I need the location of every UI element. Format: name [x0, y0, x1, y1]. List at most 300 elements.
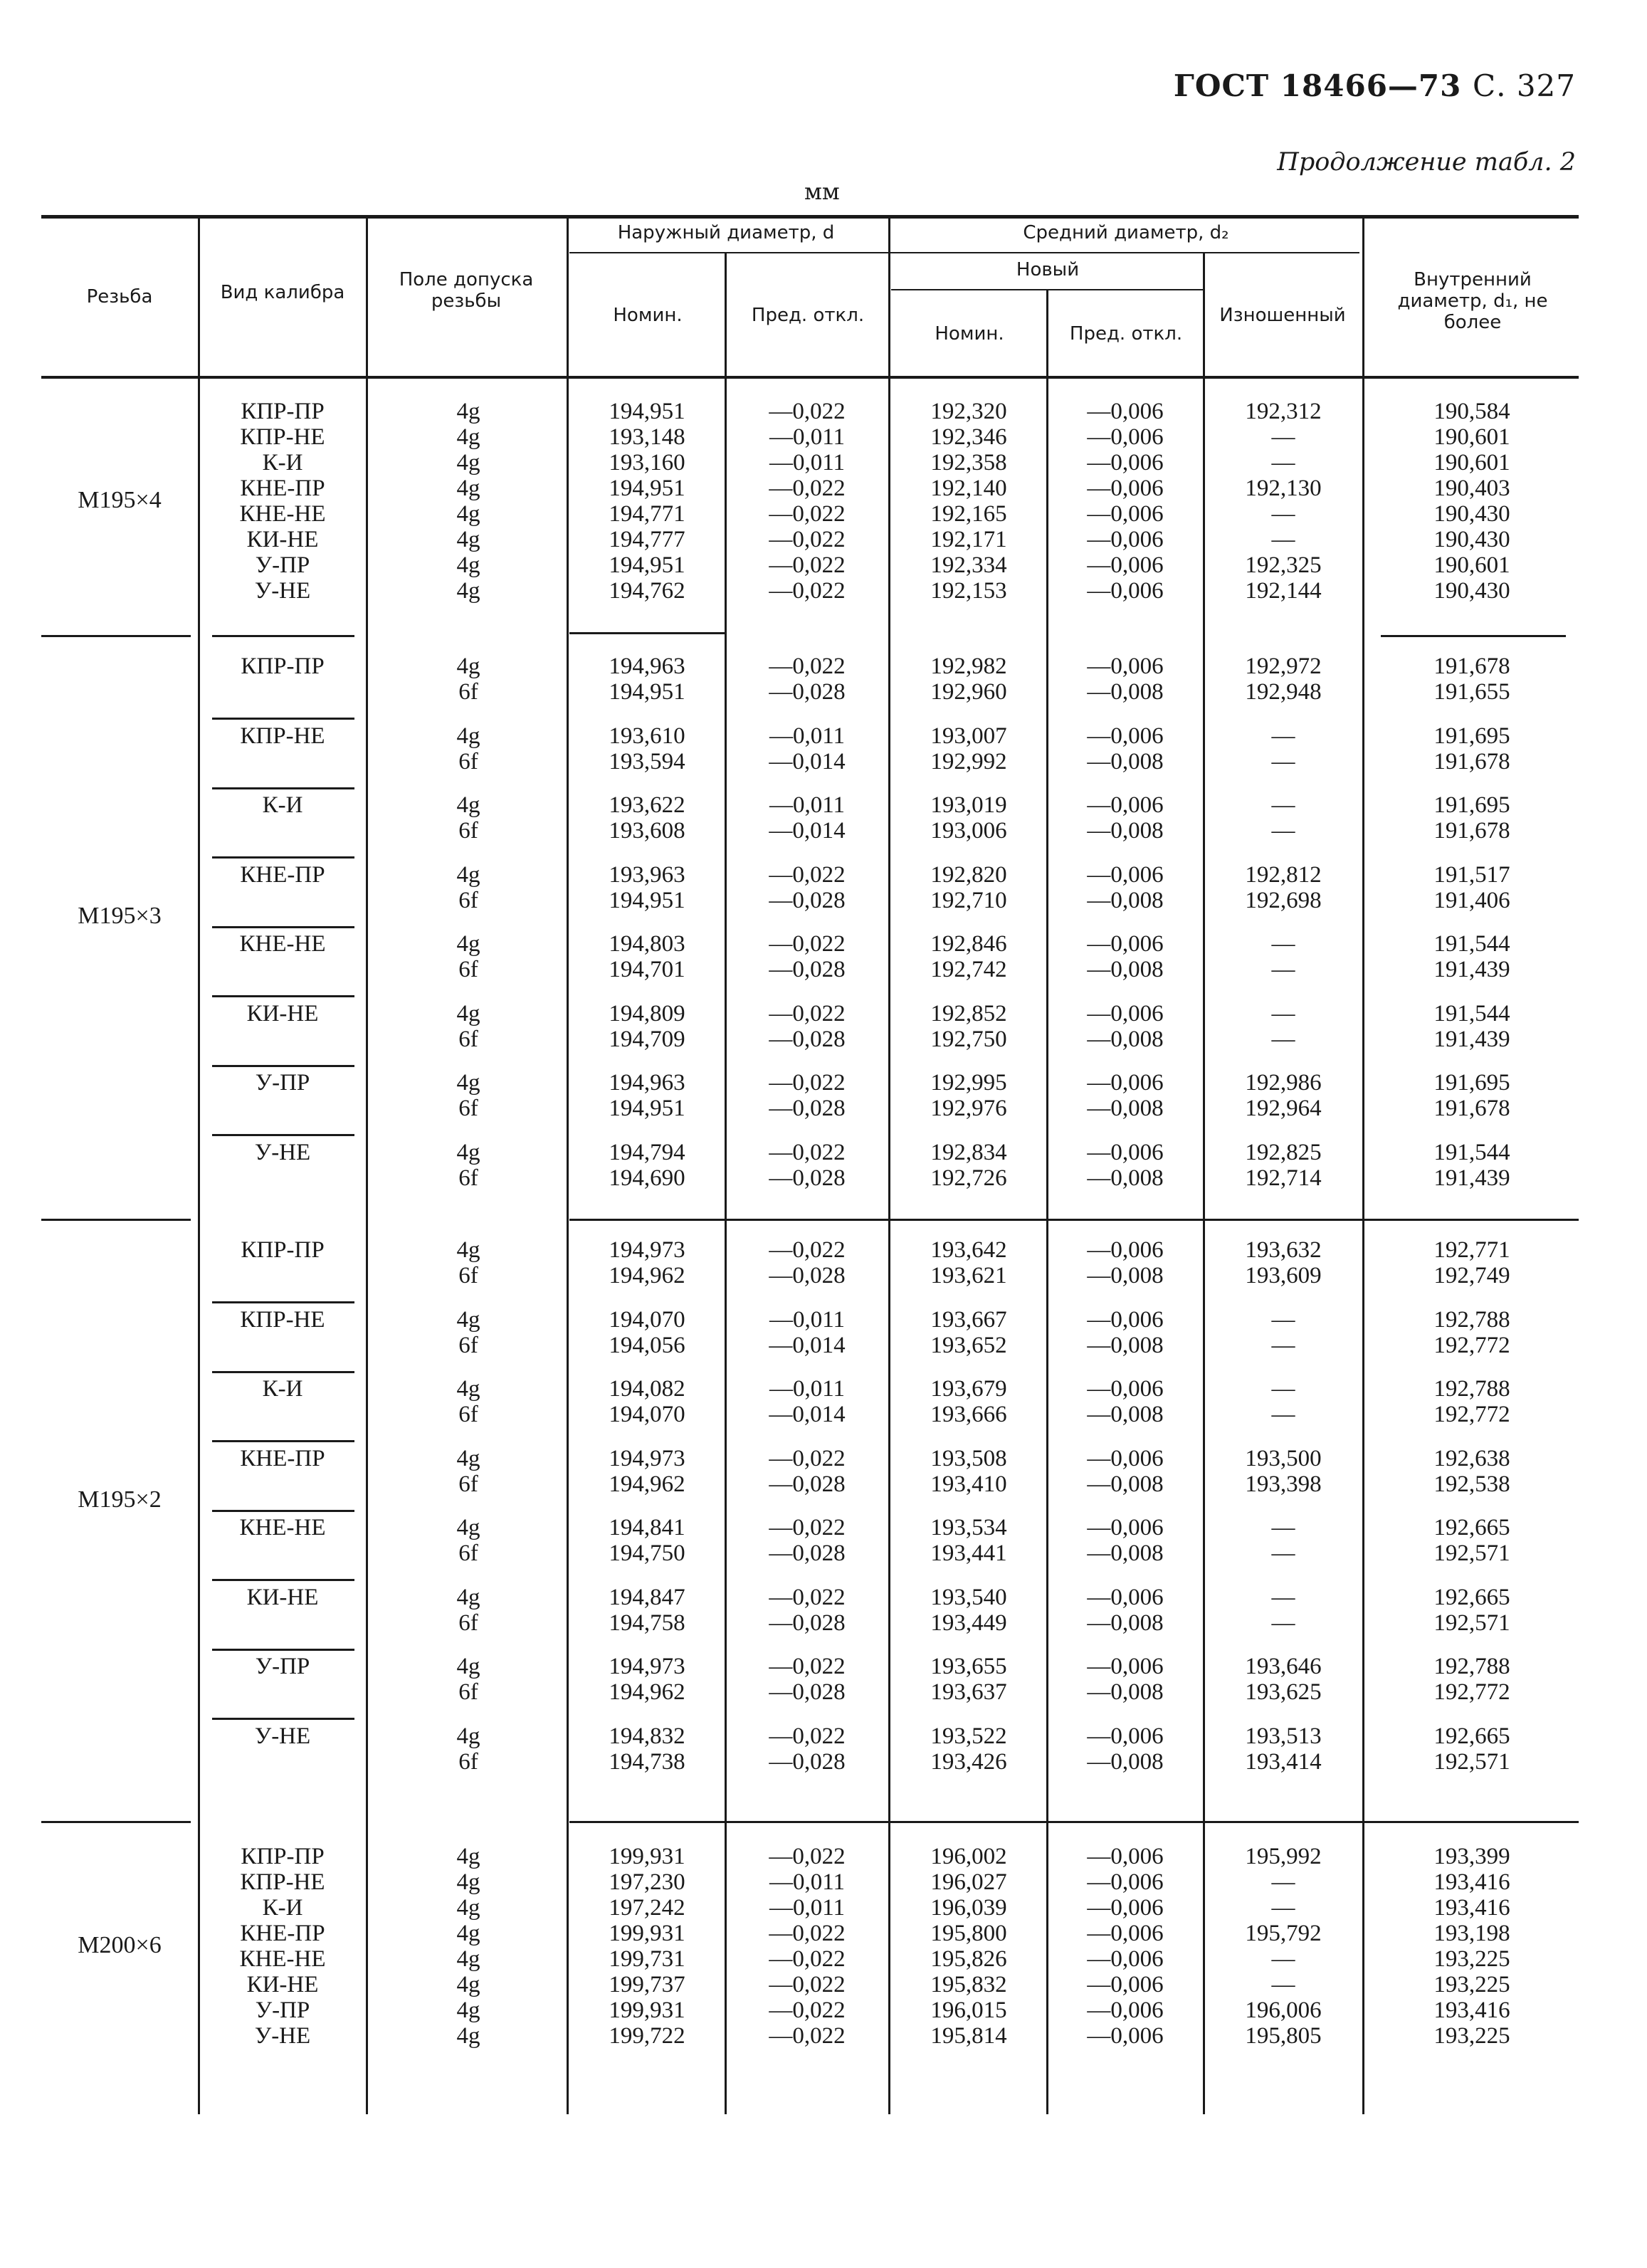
- table-cell: 192,742: [930, 957, 1007, 982]
- table-cell: 193,625: [1245, 1679, 1322, 1705]
- table-cell: 191,695: [1433, 723, 1510, 749]
- table-cell: 192,571: [1433, 1748, 1510, 1775]
- table-cell: —: [1271, 792, 1295, 818]
- gauge-separator: [212, 1649, 354, 1651]
- table-cell: 4g: [456, 1844, 480, 1869]
- table-cell: 192,972: [1245, 653, 1322, 679]
- table-cell: 193,006: [930, 818, 1007, 844]
- table-cell: 4g: [456, 1972, 480, 1997]
- table-cell: 195,814: [930, 2023, 1007, 2049]
- table-cell: —0,006: [1087, 723, 1164, 749]
- gauge-type: КПР-НЕ: [240, 424, 325, 450]
- table-cell: —0,022: [769, 1844, 846, 1869]
- gauge-type: К-И: [262, 792, 303, 818]
- table-cell: 194,794: [609, 1139, 685, 1165]
- table-cell: 193,632: [1245, 1237, 1322, 1263]
- thread-designation: М200×6: [78, 1932, 162, 1958]
- table-cell: —0,006: [1087, 1844, 1164, 1869]
- table-cell: 196,006: [1245, 1997, 1322, 2023]
- table-cell: —: [1271, 1332, 1295, 1358]
- table-cell: 195,826: [930, 1946, 1007, 1972]
- table-cell: 4g: [456, 476, 480, 501]
- table-cell: 193,399: [1433, 1844, 1510, 1869]
- table-cell: —0,022: [769, 1723, 846, 1749]
- gauge-separator: [212, 787, 354, 789]
- table-cell: 192,960: [930, 679, 1007, 705]
- table-cell: 193,667: [930, 1306, 1007, 1333]
- table-cell: —0,008: [1087, 1748, 1164, 1775]
- table-cell: 199,731: [609, 1946, 685, 1972]
- table-cell: —: [1271, 1026, 1295, 1052]
- gauge-type: У-ПР: [255, 552, 310, 578]
- continuation-label: Продолжение табл. 2: [1277, 148, 1576, 177]
- table-cell: 193,426: [930, 1748, 1007, 1775]
- table-cell: 193,416: [1433, 1869, 1510, 1895]
- table-cell: 191,655: [1433, 679, 1510, 705]
- table-cell: —0,028: [769, 1540, 846, 1566]
- table-cell: 194,070: [609, 1402, 685, 1427]
- table-cell: 196,039: [930, 1895, 1007, 1921]
- table-cell: 6f: [458, 1402, 478, 1427]
- table-cell: 194,762: [609, 578, 685, 604]
- table-cell: 194,777: [609, 527, 685, 552]
- gauge-separator: [212, 1065, 354, 1067]
- table-cell: 195,800: [930, 1921, 1007, 1946]
- gauge-separator: [212, 995, 354, 997]
- table-cell: —0,006: [1087, 1584, 1164, 1610]
- table-cell: 193,963: [609, 861, 685, 888]
- table-cell: —0,011: [769, 424, 846, 450]
- table-cell: 190,430: [1433, 527, 1510, 552]
- table-cell: 6f: [458, 679, 478, 705]
- header-bottom-rule: [41, 376, 1579, 379]
- table-cell: —0,011: [769, 1895, 846, 1921]
- table-cell: 195,805: [1245, 2023, 1322, 2049]
- table-cell: —0,028: [769, 1610, 846, 1636]
- table-cell: 6f: [458, 1471, 478, 1497]
- table-cell: 193,652: [930, 1332, 1007, 1358]
- table-cell: —0,028: [769, 679, 846, 705]
- unit-label: мм: [804, 178, 840, 205]
- table-cell: 192,334: [930, 552, 1007, 578]
- section-rule: [1381, 635, 1566, 637]
- section-rule: [41, 1821, 191, 1823]
- table-cell: 193,621: [930, 1263, 1007, 1288]
- table-cell: 192,964: [1245, 1096, 1322, 1121]
- table-cell: —0,008: [1087, 1471, 1164, 1497]
- table-cell: 192,665: [1433, 1584, 1510, 1610]
- table-cell: 193,666: [930, 1402, 1007, 1427]
- gauge-separator: [212, 1371, 354, 1373]
- table-cell: 199,737: [609, 1972, 685, 1997]
- table-cell: 4g: [456, 424, 480, 450]
- table-cell: —0,006: [1087, 1000, 1164, 1027]
- table-cell: 194,973: [609, 1237, 685, 1263]
- table-cell: 193,646: [1245, 1654, 1322, 1679]
- table-cell: 192,710: [930, 887, 1007, 913]
- col-thread-heading: Резьба: [86, 286, 153, 308]
- col-new-heading: Новый: [1016, 259, 1080, 280]
- table-cell: 193,019: [930, 792, 1007, 818]
- table-cell: 194,758: [609, 1610, 685, 1636]
- table-cell: 4g: [456, 1584, 480, 1610]
- table-cell: 193,198: [1433, 1921, 1510, 1946]
- table-cell: —: [1271, 1972, 1295, 1997]
- table-cell: —0,014: [769, 1332, 846, 1358]
- thread-designation: М195×2: [78, 1486, 162, 1513]
- table-cell: 193,608: [609, 818, 685, 844]
- table-cell: 4g: [456, 723, 480, 749]
- table-cell: —0,006: [1087, 792, 1164, 818]
- table-cell: 191,544: [1433, 1139, 1510, 1165]
- table-cell: —: [1271, 450, 1295, 476]
- col-gauge-heading: Вид калибра: [220, 282, 345, 303]
- table-cell: 192,171: [930, 527, 1007, 552]
- table-cell: 4g: [456, 1723, 480, 1749]
- table-cell: 4g: [456, 1654, 480, 1679]
- col-d-deviation-heading: Пред. откл.: [751, 305, 865, 326]
- table-cell: —0,022: [769, 1445, 846, 1471]
- table-cell: —0,022: [769, 931, 846, 957]
- table-cell: 193,416: [1433, 1997, 1510, 2023]
- thread-designation: М195×3: [78, 903, 162, 929]
- table-cell: —: [1271, 931, 1295, 957]
- table-cell: —0,006: [1087, 501, 1164, 527]
- table-cell: 191,544: [1433, 931, 1510, 957]
- table-cell: 194,056: [609, 1332, 685, 1358]
- table-cell: 4g: [456, 1997, 480, 2023]
- table-cell: —0,006: [1087, 861, 1164, 888]
- table-cell: —0,006: [1087, 653, 1164, 679]
- table-cell: —0,028: [769, 1096, 846, 1121]
- table-cell: 4g: [456, 527, 480, 552]
- table-cell: —0,014: [769, 748, 846, 775]
- table-cell: 4g: [456, 1306, 480, 1333]
- gauge-type: КНЕ-НЕ: [239, 1515, 326, 1540]
- table-cell: 4g: [456, 399, 480, 424]
- table-cell: 192,325: [1245, 552, 1322, 578]
- table-cell: 192,846: [930, 931, 1007, 957]
- gauge-type: КНЕ-НЕ: [239, 931, 326, 957]
- table-cell: 6f: [458, 1165, 478, 1191]
- table-cell: 192,749: [1433, 1263, 1510, 1288]
- table-cell: —0,028: [769, 1748, 846, 1775]
- table-cell: 194,963: [609, 653, 685, 679]
- table-cell: —0,022: [769, 1997, 846, 2023]
- table-cell: 193,655: [930, 1654, 1007, 1679]
- col-inner-heading: Внутренний диаметр, d₁, не более: [1397, 269, 1548, 333]
- table-cell: —0,006: [1087, 931, 1164, 957]
- gauge-type: КПР-НЕ: [240, 1306, 325, 1333]
- table-cell: —0,008: [1087, 957, 1164, 982]
- section-rule: [212, 635, 354, 637]
- table-cell: 193,594: [609, 748, 685, 775]
- table-cell: 193,225: [1433, 2023, 1510, 2049]
- table-cell: 6f: [458, 1026, 478, 1052]
- table-cell: —0,006: [1087, 1515, 1164, 1540]
- gauge-type: КИ-НЕ: [246, 1000, 319, 1027]
- table-cell: —0,008: [1087, 818, 1164, 844]
- table-cell: —: [1271, 1306, 1295, 1333]
- table-cell: 192,130: [1245, 476, 1322, 501]
- table-cell: 193,508: [930, 1445, 1007, 1471]
- table-cell: —0,006: [1087, 399, 1164, 424]
- table-cell: 192,358: [930, 450, 1007, 476]
- table-cell: —0,006: [1087, 1723, 1164, 1749]
- table-cell: 199,931: [609, 1997, 685, 2023]
- table-cell: 6f: [458, 1332, 478, 1358]
- thread-designation: М195×4: [78, 487, 162, 513]
- table-cell: 193,449: [930, 1610, 1007, 1636]
- table-cell: 192,320: [930, 399, 1007, 424]
- table-cell: —0,022: [769, 552, 846, 578]
- table-cell: 6f: [458, 887, 478, 913]
- table-cell: 192,538: [1433, 1471, 1510, 1497]
- table-cell: 192,825: [1245, 1139, 1322, 1165]
- table-cell: 4g: [456, 1139, 480, 1165]
- gauge-separator: [212, 1718, 354, 1720]
- table-cell: 193,007: [930, 723, 1007, 749]
- col-worn-heading: Изношенный: [1219, 305, 1346, 326]
- gauge-type: КНЕ-ПР: [240, 476, 325, 501]
- gauge-type: К-И: [262, 450, 303, 476]
- table-cell: 194,070: [609, 1306, 685, 1333]
- table-cell: 192,948: [1245, 679, 1322, 705]
- table-cell: 192,346: [930, 424, 1007, 450]
- table-cell: 193,637: [930, 1679, 1007, 1705]
- gauge-type: КНЕ-ПР: [240, 1445, 325, 1471]
- table-cell: —0,008: [1087, 887, 1164, 913]
- table-cell: 192,638: [1433, 1445, 1510, 1471]
- table-cell: —0,006: [1087, 424, 1164, 450]
- table-cell: —: [1271, 1540, 1295, 1566]
- gauge-type: У-НЕ: [254, 2023, 311, 2049]
- table-cell: 4g: [456, 653, 480, 679]
- table-cell: 196,015: [930, 1997, 1007, 2023]
- table-cell: 190,430: [1433, 578, 1510, 604]
- gauge-separator: [212, 856, 354, 859]
- table-cell: —: [1271, 818, 1295, 844]
- table-cell: 192,986: [1245, 1070, 1322, 1096]
- table-cell: —0,022: [769, 1237, 846, 1263]
- table-cell: 194,803: [609, 931, 685, 957]
- table-cell: —: [1271, 1946, 1295, 1972]
- table-cell: 199,931: [609, 1921, 685, 1946]
- table-cell: 192,665: [1433, 1723, 1510, 1749]
- table-cell: 4g: [456, 931, 480, 957]
- table-cell: 193,610: [609, 723, 685, 749]
- table-cell: 191,517: [1433, 861, 1510, 888]
- gauge-type: КПР-ПР: [241, 1237, 325, 1263]
- col-outer-heading: Наружный диаметр, d: [617, 222, 835, 243]
- table-cell: 194,709: [609, 1026, 685, 1052]
- table-cell: 192,852: [930, 1000, 1007, 1027]
- table-cell: 192,772: [1433, 1332, 1510, 1358]
- table-cell: 195,792: [1245, 1921, 1322, 1946]
- table-cell: 195,832: [930, 1972, 1007, 1997]
- table-cell: —0,028: [769, 1263, 846, 1288]
- table-cell: —0,008: [1087, 1610, 1164, 1636]
- gauge-type: У-ПР: [255, 1654, 310, 1679]
- table-cell: —: [1271, 1376, 1295, 1402]
- section-rule: [41, 635, 191, 637]
- table-cell: 4g: [456, 1946, 480, 1972]
- table-cell: 193,441: [930, 1540, 1007, 1566]
- vrule-5: [888, 215, 890, 2114]
- table-cell: 193,160: [609, 450, 685, 476]
- table-cell: 192,995: [930, 1070, 1007, 1096]
- table-cell: 192,312: [1245, 399, 1322, 424]
- table-cell: 194,951: [609, 887, 685, 913]
- table-cell: 192,165: [930, 501, 1007, 527]
- table-cell: 192,772: [1433, 1402, 1510, 1427]
- table-cell: 190,601: [1433, 450, 1510, 476]
- table-cell: —: [1271, 1000, 1295, 1027]
- table-cell: —: [1271, 1584, 1295, 1610]
- table-cell: 195,992: [1245, 1844, 1322, 1869]
- gauge-type: К-И: [262, 1895, 303, 1921]
- table-cell: —0,006: [1087, 1070, 1164, 1096]
- vrule-1: [198, 215, 200, 2114]
- gauge-type: У-ПР: [255, 1070, 310, 1096]
- table-cell: 194,951: [609, 399, 685, 424]
- table-cell: —: [1271, 1515, 1295, 1540]
- table-cell: 194,951: [609, 552, 685, 578]
- table-cell: —0,008: [1087, 1679, 1164, 1705]
- table-cell: 194,951: [609, 679, 685, 705]
- table-cell: —0,011: [769, 1376, 846, 1402]
- table-cell: —0,006: [1087, 1946, 1164, 1972]
- table-cell: 194,809: [609, 1000, 685, 1027]
- vrule-3: [567, 215, 569, 2114]
- gauge-type: КНЕ-ПР: [240, 861, 325, 888]
- table-cell: 6f: [458, 957, 478, 982]
- table-cell: —0,006: [1087, 450, 1164, 476]
- table-cell: —0,022: [769, 578, 846, 604]
- table-cell: 192,144: [1245, 578, 1322, 604]
- table-cell: 192,140: [930, 476, 1007, 501]
- table-cell: 191,678: [1433, 818, 1510, 844]
- table-cell: 191,439: [1433, 1026, 1510, 1052]
- table-cell: —: [1271, 424, 1295, 450]
- gauge-separator: [212, 926, 354, 928]
- table-cell: —0,022: [769, 2023, 846, 2049]
- table-cell: —: [1271, 957, 1295, 982]
- table-cell: 193,225: [1433, 1946, 1510, 1972]
- table-cell: —0,022: [769, 1654, 846, 1679]
- table-cell: 194,962: [609, 1679, 685, 1705]
- table-cell: 194,701: [609, 957, 685, 982]
- section-rule: [569, 1219, 1579, 1221]
- table-cell: 193,148: [609, 424, 685, 450]
- table-cell: 4g: [456, 1445, 480, 1471]
- table-cell: 193,414: [1245, 1748, 1322, 1775]
- table-cell: —0,022: [769, 501, 846, 527]
- table-cell: —0,006: [1087, 1654, 1164, 1679]
- table-cell: 4g: [456, 1070, 480, 1096]
- table-cell: —0,022: [769, 476, 846, 501]
- table-cell: —0,006: [1087, 476, 1164, 501]
- standard-number: ГОСТ 18466—73: [1173, 68, 1462, 103]
- table-cell: —: [1271, 1869, 1295, 1895]
- table-cell: 192,698: [1245, 887, 1322, 913]
- section-rule: [569, 632, 726, 634]
- table-cell: 193,609: [1245, 1263, 1322, 1288]
- table-cell: —0,022: [769, 1139, 846, 1165]
- table-cell: —0,006: [1087, 552, 1164, 578]
- table-cell: 196,002: [930, 1844, 1007, 1869]
- table-cell: 194,962: [609, 1263, 685, 1288]
- table-cell: —0,022: [769, 1000, 846, 1027]
- page-number: С. 327: [1472, 68, 1576, 103]
- table-cell: 194,750: [609, 1540, 685, 1566]
- table-cell: 193,622: [609, 792, 685, 818]
- table-cell: —0,008: [1087, 1096, 1164, 1121]
- table-cell: —0,008: [1087, 1402, 1164, 1427]
- table-cell: —0,008: [1087, 1165, 1164, 1191]
- table-cell: 4g: [456, 501, 480, 527]
- table-cell: 194,841: [609, 1515, 685, 1540]
- table-cell: —0,022: [769, 1946, 846, 1972]
- table-cell: —: [1271, 748, 1295, 775]
- table-cell: 194,832: [609, 1723, 685, 1749]
- vrule-2: [366, 215, 368, 2114]
- table-cell: 4g: [456, 578, 480, 604]
- table-cell: 194,738: [609, 1748, 685, 1775]
- gauge-type: КПР-ПР: [241, 399, 325, 424]
- table-cell: —0,006: [1087, 1237, 1164, 1263]
- table-cell: 190,601: [1433, 552, 1510, 578]
- table-cell: 193,416: [1433, 1895, 1510, 1921]
- table-cell: —0,028: [769, 1026, 846, 1052]
- table-cell: 4g: [456, 1515, 480, 1540]
- table-cell: 6f: [458, 1748, 478, 1775]
- table-cell: 6f: [458, 1540, 478, 1566]
- table-cell: 197,242: [609, 1895, 685, 1921]
- table-cell: 194,951: [609, 1096, 685, 1121]
- table-cell: 192,788: [1433, 1376, 1510, 1402]
- table-cell: —0,006: [1087, 1869, 1164, 1895]
- table-cell: 4g: [456, 1921, 480, 1946]
- table-cell: —: [1271, 1895, 1295, 1921]
- table-cell: 192,571: [1433, 1610, 1510, 1636]
- table-cell: 4g: [456, 2023, 480, 2049]
- table-cell: 192,714: [1245, 1165, 1322, 1191]
- gauge-type: У-НЕ: [254, 578, 311, 604]
- table-cell: —0,006: [1087, 527, 1164, 552]
- table-cell: 192,788: [1433, 1306, 1510, 1333]
- table-cell: 192,812: [1245, 861, 1322, 888]
- table-cell: 4g: [456, 861, 480, 888]
- table-cell: —0,022: [769, 1070, 846, 1096]
- table-cell: —0,014: [769, 1402, 846, 1427]
- gauge-separator: [212, 1301, 354, 1303]
- table-cell: —0,022: [769, 1584, 846, 1610]
- table-cell: —0,028: [769, 957, 846, 982]
- table-cell: 194,951: [609, 476, 685, 501]
- table-cell: 191,678: [1433, 1096, 1510, 1121]
- table-cell: —: [1271, 723, 1295, 749]
- table-cell: —0,022: [769, 653, 846, 679]
- table-cell: —0,006: [1087, 1972, 1164, 1997]
- table-cell: —: [1271, 527, 1295, 552]
- table-cell: 192,834: [930, 1139, 1007, 1165]
- section-rule: [569, 1821, 1579, 1823]
- table-cell: —0,006: [1087, 1997, 1164, 2023]
- table-cell: 4g: [456, 1376, 480, 1402]
- table-cell: 194,082: [609, 1376, 685, 1402]
- table-cell: —0,028: [769, 887, 846, 913]
